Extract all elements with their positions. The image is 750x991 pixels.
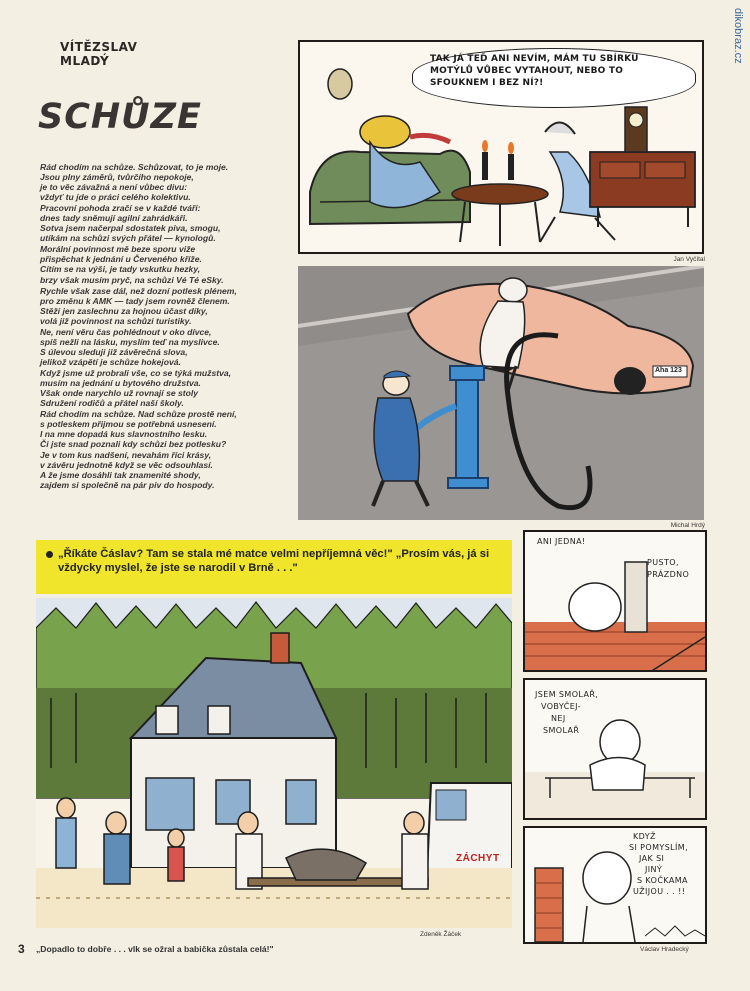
poem-line: brzy však musím pryč, na schůzi Vé Té eSky. (40, 274, 224, 285)
poem-line: Rád chodím na schůze. Nad schůze prostě není, (40, 409, 237, 420)
joke-box (36, 540, 512, 594)
page-number: 3 (18, 942, 25, 956)
poem-line: Však onde narychlo už rovnají se stoly (40, 388, 199, 399)
strip-2-text-c: NEJ (551, 714, 566, 723)
strip-3-text-c: JAK SI (639, 854, 665, 863)
author-name (60, 40, 180, 68)
car-pump-drawing (298, 266, 704, 520)
poem-line: Jsou plny záměrů, tvůrčího nepokoje, (40, 172, 194, 183)
poem-line: spíš nežli na lásku, myslím teď na myslivce. (40, 336, 220, 347)
strip-frame-1-drawing (525, 532, 705, 670)
poem-line: volá již povinnost na schůzi turistiky. (40, 315, 192, 326)
strip-frame-2-drawing (525, 680, 705, 818)
poem-line: Morální povinnost mě beze sporu viže (40, 244, 196, 255)
poem-line: v závěru jednotně když se věc odsouhlasí. (40, 460, 213, 471)
poem-stanza (40, 368, 302, 408)
speech-bubble-text: TAK JÁ TEĎ ANI NEVÍM, MÁM TU SBÍRKU MOTÝLŮ VŮBEC VYTAHOUT, NEBO TO SFOUKNEM I BEZ NÍ?! (430, 54, 639, 88)
poem-stanza (40, 450, 302, 490)
forest-house-drawing (36, 598, 512, 928)
bullet-dot (46, 551, 53, 558)
poem-line: Když jsme už probrali vše, co se týká mužstva, (40, 367, 232, 378)
poem-line: Rád chodím na schůze. Schůzovat, to je moje. (40, 162, 229, 172)
author-first-name: VÍTĚZSLAV (60, 40, 138, 54)
poem-stanza (40, 327, 302, 367)
poem (40, 162, 302, 492)
strip-2-text-a: JSEM SMOLAŘ, (535, 690, 599, 699)
poem-line: Stěží jen zaslechnu za hojnou účast díky, (40, 305, 208, 316)
poem-stanza (40, 286, 302, 326)
poem-line: Rychle však zase dál, než dozní potlesk plénem, (40, 285, 237, 296)
poem-line: pro změnu k AMK — tady jsem rovněž členem. (40, 295, 230, 306)
poem-line: I na mne dopadá kus slavnostního lesku. (40, 429, 208, 440)
strip-3-text-e: S KOČKAMA (637, 876, 688, 885)
credit-zdenek-zacek: Zdeněk Žáček (420, 931, 462, 938)
poem-line: Sdružení rodičů a přátel naší školy. (40, 398, 184, 409)
poem-stanza (40, 203, 302, 243)
strip-frame-3 (523, 826, 707, 944)
strip-frame-2 (523, 678, 707, 820)
poem-line: Pracovní pohoda zračí se v každé tváři: (40, 203, 201, 214)
poem-line: Či jste snad poznali kdy schůzi bez potlesku? (40, 439, 227, 450)
poem-stanza (40, 409, 302, 449)
joke-text: „Říkáte Čáslav? Tam se stala mé matce velmi nepříjemná věc!" „Prosím vás, já si vždycky myslel, že jste se narodil v Brně . . ." (58, 548, 490, 574)
poem-line: zajdem si společně na pár piv do hospody. (40, 480, 215, 491)
cartoon-forest-house (36, 598, 512, 928)
strip-2-text-b: VOBYČEJ- (541, 702, 581, 711)
poem-line: A že jsme dosáhli tak znamenité shody, (40, 470, 201, 481)
license-plate: Aha 123 (655, 367, 682, 374)
strip-2-text-d: SMOLAŘ (543, 726, 580, 735)
poem-line: utíkám na schůzi svých přátel — kynologů. (40, 233, 216, 244)
poem-line: Je v tom kus nadšení, nevahám říci krásy, (40, 450, 212, 461)
credit-jan-vycital: Jan Vyčítal (673, 256, 705, 263)
strip-1-text-b: PUSTO, (647, 558, 679, 567)
poem-line: musím na jednání u bytového družstva. (40, 377, 201, 388)
author-last-name: MLADÝ (60, 54, 110, 68)
strip-1-text-a: ANI JEDNA! (537, 537, 586, 546)
site-watermark: dikobraz.cz (732, 8, 744, 64)
poem-line: jelikož vzápětí je schůze hokejová. (40, 356, 181, 367)
strip-3-text-b: SI POMYSLÍM, (629, 843, 689, 852)
poem-line: přispěchat k jednání u Červeného kříže. (40, 254, 202, 265)
poem-line: S úlevou sleduji již závěrečná slova, (40, 346, 188, 357)
poem-line: Cítím se na výši, je tady vskutku hezky, (40, 264, 201, 275)
poem-line: Ne, není věru čas pohlédnout v oko dívce, (40, 326, 212, 337)
strip-1-text-c: PRÁZDNO (647, 570, 690, 579)
strip-3-text-a: KDYŽ (633, 832, 656, 841)
ambulance-label: ZÁCHYT (456, 853, 500, 864)
strip-3-text-d: JINÝ (645, 865, 663, 874)
poem-stanza (40, 244, 302, 284)
poem-line: s potleskem přijmou se potřebná usnesení. (40, 419, 217, 430)
strip-3-text-f: UŽIJOU . . !! (633, 887, 686, 896)
cartoon-car-pump (298, 266, 704, 520)
poem-line: Sotva jsem načerpal sdostatek piva, smogu, (40, 223, 221, 234)
poem-line: dnes tady sněmují agilní zahrádkáři. (40, 213, 188, 224)
credit-vaclav-hradecky: Václav Hradecký (640, 946, 689, 953)
poem-stanza (40, 162, 302, 202)
strip-frame-1 (523, 530, 707, 672)
article-title: SCHŮZE (38, 97, 202, 137)
poem-line: vždyť tu jde o práci celého kolektivu. (40, 192, 191, 203)
cartoon-living-room (298, 40, 704, 254)
cartoon-caption: „Dopadlo to dobře . . . vlk se ožral a babička zůstala celá!" (36, 944, 274, 954)
credit-michal-hrdy: Michal Hrdý (670, 522, 705, 529)
poem-line: je to věc závažná a není vůbec divu: (40, 182, 188, 193)
